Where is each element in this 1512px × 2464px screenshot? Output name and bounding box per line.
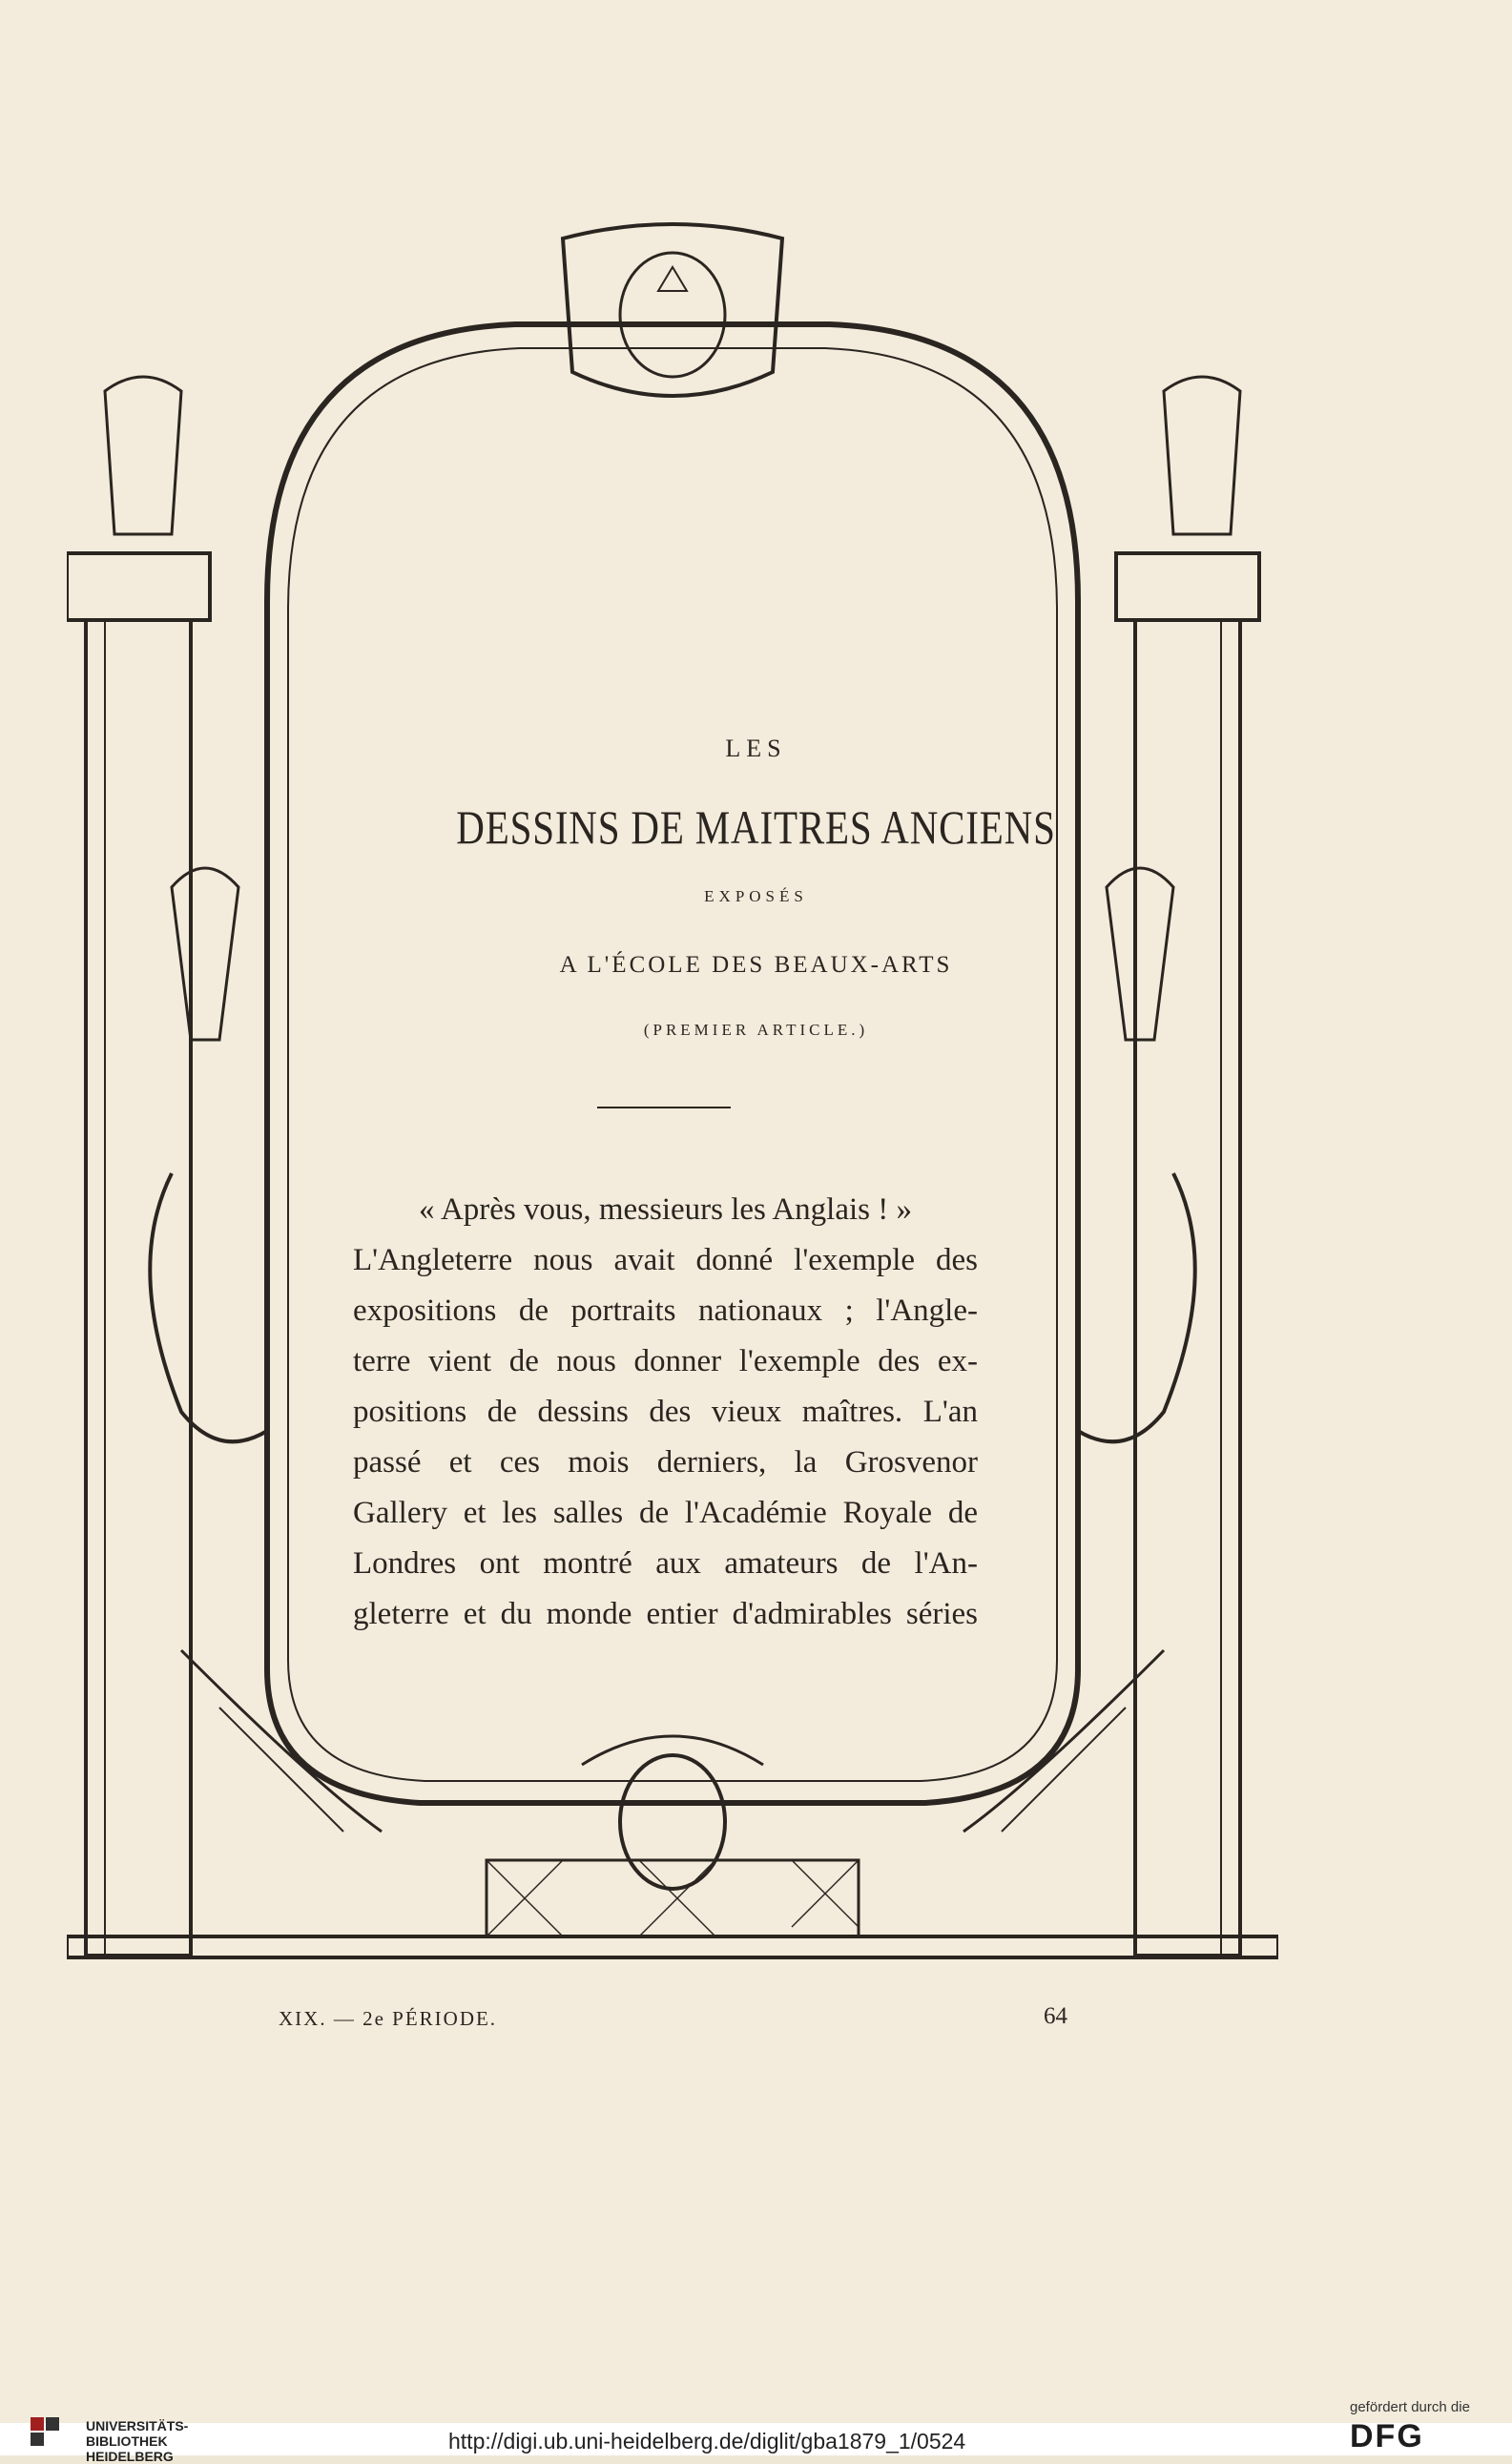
body-paragraph: [353, 1185, 978, 1640]
permalink[interactable]: http://digi.ub.uni-heidelberg.de/diglit/gba1879_1/0524: [448, 2429, 966, 2454]
heading-ecole: A L'ÉCOLE DES BEAUX-ARTS: [559, 952, 953, 978]
body-line: gleterre et du monde entier d'admirables séries: [353, 1597, 978, 1631]
footer-period: XIX. — 2e PÉRIODE.: [279, 2007, 498, 2030]
dfg-logo: DFG: [1350, 2418, 1424, 2454]
page-number: 64: [1044, 2003, 1067, 2029]
library-logo-icon: [29, 2413, 76, 2452]
body-line: L'Angleterre nous avait donné l'exemple des: [353, 1243, 978, 1277]
body-line: expositions de portraits nationaux ; l'Angle-: [353, 1294, 978, 1328]
body-line: « Après vous, messieurs les Anglais ! »: [419, 1192, 912, 1227]
body-line: terre vient de nous donner l'exemple des ex-: [353, 1344, 978, 1378]
heading-les: LES: [725, 735, 787, 762]
library-name: UNIVERSITÄTS- BIBLIOTHEK HEIDELBERG: [86, 2418, 189, 2464]
body-line: positions de dessins des vieux maîtres. L'an: [353, 1395, 978, 1429]
ornamental-frame: [67, 219, 1278, 1975]
body-line: Gallery et les salles de l'Académie Royale de: [353, 1496, 978, 1530]
section-divider: [597, 1107, 731, 1108]
body-line: Londres ont montré aux amateurs de l'An-: [353, 1546, 978, 1581]
heading-article-number: (PREMIER ARTICLE.): [643, 1021, 869, 1039]
heading-exposes: EXPOSÉS: [704, 887, 808, 905]
article-title: DESSINS DE MAITRES ANCIENS: [456, 800, 1056, 854]
funding-note: gefördert durch die: [1350, 2399, 1470, 2415]
body-line: passé et ces mois derniers, la Grosvenor: [353, 1445, 978, 1480]
